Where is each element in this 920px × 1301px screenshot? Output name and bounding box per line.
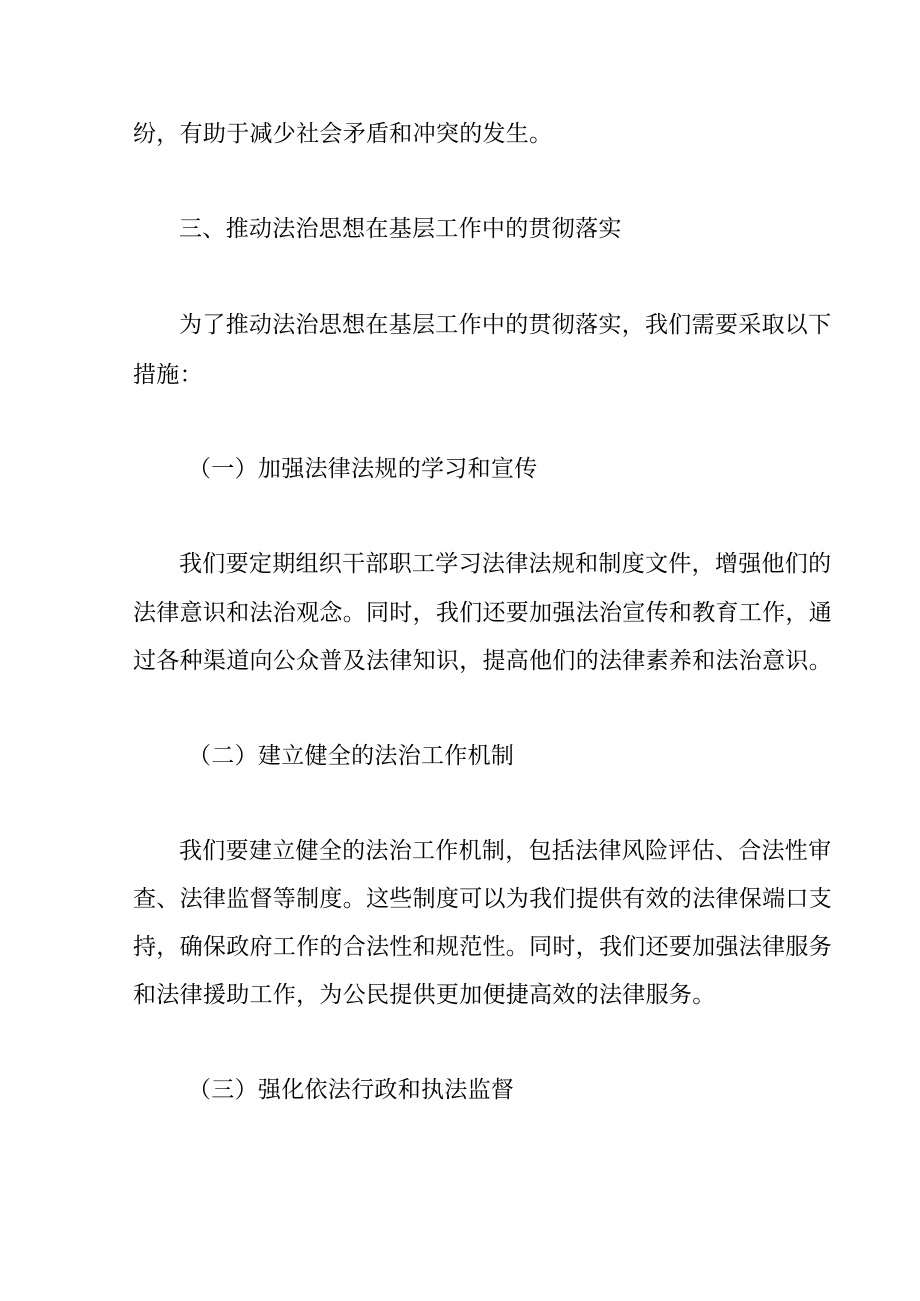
paragraph-line: 措施： [133, 362, 203, 388]
paragraph-line: 我们要建立健全的法治工作机制，包括法律风险评估、合法性审 [179, 838, 832, 864]
subsection-heading: （三）强化依法行政和执法监督 [188, 1077, 515, 1103]
subsection-heading: （一）加强法律法规的学习和宣传 [188, 456, 538, 482]
paragraph-line: 查、法律监督等制度。这些制度可以为我们提供有效的法律保端口支 [133, 886, 832, 912]
paragraph-line: 为了推动法治思想在基层工作中的贯彻落实，我们需要采取以下 [179, 312, 832, 338]
paragraph-line: 过各种渠道向公众普及法律知识，提高他们的法律素养和法治意识。 [133, 648, 832, 674]
section-heading: 三、推动法治思想在基层工作中的贯彻落实 [179, 216, 622, 242]
paragraph-line: 持，确保政府工作的合法性和规范性。同时，我们还要加强法律服务 [133, 934, 832, 960]
paragraph-line: 和法律援助工作，为公民提供更加便捷高效的法律服务。 [133, 982, 716, 1008]
paragraph-line: 纷，有助于减少社会矛盾和冲突的发生。 [133, 121, 553, 147]
paragraph-line: 我们要定期组织干部职工学习法律法规和制度文件，增强他们的 [179, 551, 832, 577]
subsection-heading: （二）建立健全的法治工作机制 [188, 743, 515, 769]
paragraph-line: 法律意识和法治观念。同时，我们还要加强法治宣传和教育工作，通 [133, 600, 832, 626]
